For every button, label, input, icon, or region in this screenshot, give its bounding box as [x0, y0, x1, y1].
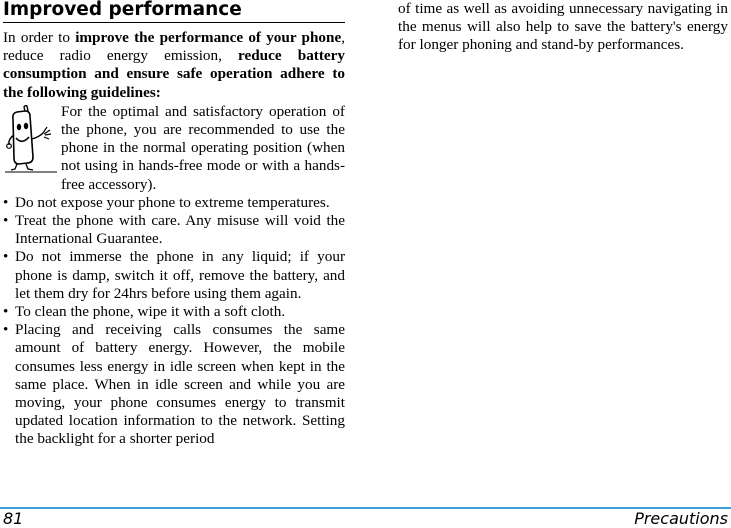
list-item: [3, 194, 345, 212]
intro-bold-1: improve the performance of your phone: [75, 29, 342, 46]
list-item: [3, 303, 345, 321]
list-item: [3, 212, 345, 248]
list-item-text: Do not immerse the phone in any liquid; if your phone is damp, switch it off, remove the battery, and let them dry for 24hrs before using them again.: [15, 248, 345, 302]
phone-mascot-icon: [3, 105, 59, 175]
list-item: [3, 248, 345, 303]
intro-text-1: In order to: [3, 29, 76, 46]
intro-text-2: , reduce radio energy emission,: [3, 29, 345, 65]
title-rule: [3, 22, 345, 23]
bullet-marker: •: [3, 193, 9, 211]
bullet-marker: •: [3, 303, 9, 321]
intro-bold-2: reduce battery consumption and ensure safe operation adhere to the following guidelines:: [3, 47, 345, 101]
list-item: [3, 321, 345, 448]
list-item-text: Do not expose your phone to extreme temperatures.: [15, 193, 330, 211]
bullet-marker: •: [3, 212, 9, 230]
guideline-list: [3, 194, 345, 449]
list-item-text: Placing and receiving calls consumes the same amount of battery energy. However, the mobile consumes less energy in idle screen when kept in the same place. When in idle screen and while you are moving, your phone consumes energy to transmit updated location information to the network. Setting the backlight for a shorter period: [15, 321, 345, 448]
intro-paragraph: [3, 29, 345, 102]
section-name: Precautions: [634, 509, 728, 528]
right-column: [398, 0, 728, 55]
list-item-text: To clean the phone, wipe it with a soft cloth.: [15, 303, 286, 321]
bullet-marker: •: [3, 321, 9, 339]
tip-text: For the optimal and satisfactory operation of the phone, you are recommended to use the phone in the normal operating position (when not using in hands-free mode or with a hands-free accessory).: [61, 102, 345, 193]
continuation-paragraph: of time as well as avoiding unnecessary navigating in the menus will also help to save the battery's energy for longer phoning and stand-by performances.: [398, 0, 728, 54]
page-number: 81: [3, 509, 24, 528]
tip-block: [3, 103, 345, 194]
left-column: [3, 0, 345, 449]
bullet-marker: •: [3, 248, 9, 266]
footer-rule: [0, 507, 731, 509]
section-title: Improved performance: [3, 0, 242, 20]
list-item-text: Treat the phone with care. Any misuse will void the International Guarantee.: [15, 212, 345, 248]
